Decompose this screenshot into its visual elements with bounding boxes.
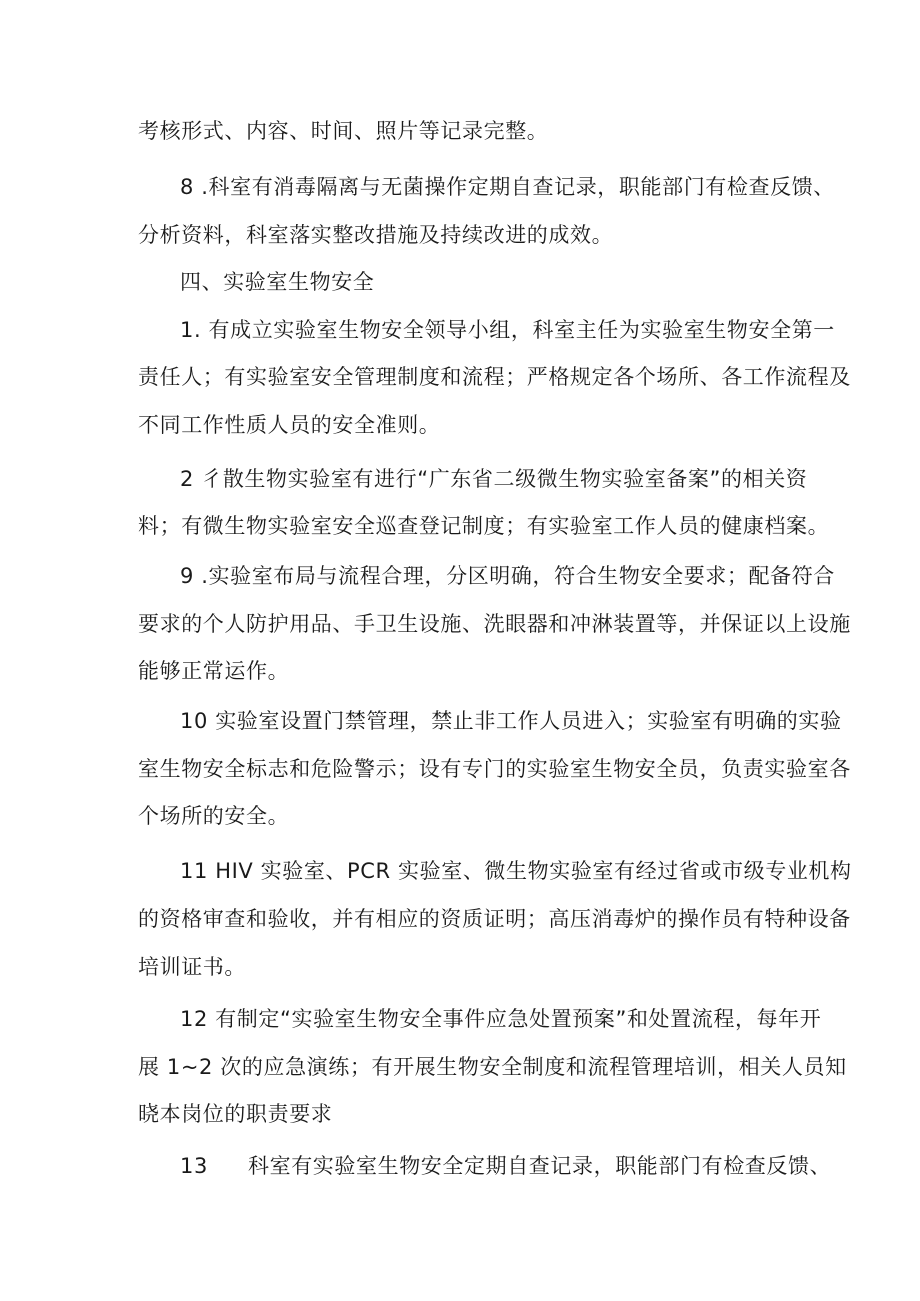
item-10-line-2: 室生物安全标志和危险警示；设有专门的实验室生物安全员，负责实验室各 [138, 757, 851, 781]
item-9-line-2: 要求的个人防护用品、手卫生设施、洗眼器和冲淋装置等，并保证以上设施 [138, 612, 851, 636]
item-8-line-1: 8 .科室有消毒隔离与无菌操作定期自查记录，职能部门有检查反馈、 [180, 175, 835, 199]
item-1-line-3: 不同工作性质人员的安全准则。 [138, 413, 441, 437]
item-10-line-1: 10 实验室设置门禁管理，禁止非工作人员进入；实验室有明确的实验 [180, 709, 842, 733]
item-2-line-1: 2 彳散生物实验室有进行“广东省二级微生物实验室备案”的相关资 [180, 467, 808, 491]
paragraph-line: 考核形式、内容、时间、照片等记录完整。 [138, 119, 549, 143]
item-11-line-3: 培训证书。 [138, 955, 246, 979]
item-2-line-2: 料；有微生物实验室安全巡查登记制度；有实验室工作人员的健康档案。 [138, 514, 830, 538]
section-heading: 四、实验室生物安全 [180, 270, 375, 294]
item-8-line-2: 分析资料，科室落实整改措施及持续改进的成效。 [138, 223, 614, 247]
item-1-line-1: 1. 有成立实验室生物安全领导小组，科室主任为实验室生物安全第一 [180, 318, 835, 342]
item-11-line-1: 11 HIV 实验室、PCR 实验室、微生物实验室有经过省或市级专业机构 [180, 859, 852, 883]
item-1-line-2: 责任人；有实验室安全管理制度和流程；严格规定各个场所、各工作流程及 [138, 365, 851, 389]
item-10-line-3: 个场所的安全。 [138, 804, 290, 828]
item-9-line-1: 9 .实验室布局与流程合理，分区明确，符合生物安全要求；配备符合 [180, 564, 835, 588]
item-9-line-3: 能够正常运作。 [138, 659, 290, 683]
item-12-line-3: 晓本岗位的职责要求 [138, 1102, 333, 1126]
item-13-line-1: 科室有实验室生物安全定期自查记录，职能部门有检查反馈、 [248, 1154, 832, 1178]
item-12-line-2: 展 1~2 次的应急演练；有开展生物安全制度和流程管理培训，相关人员知 [138, 1055, 847, 1079]
item-13-number: 13 [180, 1154, 208, 1178]
item-11-line-2: 的资格审查和验收，并有相应的资质证明；高压消毒炉的操作员有特种设备 [138, 907, 851, 931]
item-12-line-1: 12 有制定“实验室生物安全事件应急处置预案”和处置流程，每年开 [180, 1007, 822, 1031]
